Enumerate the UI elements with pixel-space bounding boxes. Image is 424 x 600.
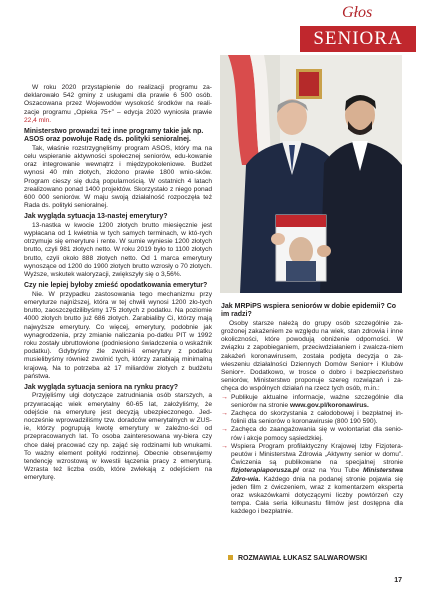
logo-glos: Głos xyxy=(342,4,373,21)
paragraph: W roku 2020 przystąpienie do realizacji programu za-deklarowało 542 gminy z usługami dla prawie 6 500 osób. Oszacowana przez Wojewodów wysokość środków na reali-zacje programu „Opieka 75+” – edycja 2020 wyniosła prawie 22,4 mln. xyxy=(24,84,212,124)
paragraph: Osoby starsze należą do grupy osób szczególnie za-grożonej zakażeniem ze względu na wiek, stan zdrowia i inne okoliczności, które powodują obniżenie odporności. W związku z zapobieganiem, przeciwdziałaniem i zwalcza-niem zakażeń koronawirusem, została podjęta decyzja o za-wieszeniu działalności Dziennych Domów Senior+ i Klubów Senior+. Dodatkowo, w trosce o dobro i bezpieczeństwo seniorów, Ministerstwo proponuje szereg rozwiązań i za-chęca do wspólnych działań na rzecz tych osób, m.in.: xyxy=(221,319,403,393)
subheading: Czy nie lepiej byłoby zmieść opodatkowania emerytur? xyxy=(24,282,208,290)
subheading: Ministerstwo prowadzi też inne programy takie jak np. ASOS oraz powołuje Radę ds. polityki senioralnej. xyxy=(24,128,204,144)
fizjo-link[interactable]: fizjoterapiaporusza.pl xyxy=(231,467,299,475)
list-item: → Zachęca do skorzystania z całodobowej i bezpłatnej in-folinii dla seniorów o koronawirusie (800 190 590). xyxy=(221,410,403,426)
paragraph: 13-nastka w kwocie 1200 złotych brutto miesięcznie jest wypłacana od 1 kwietnia w tych samych terminach, w któ-rych otrzymuje się emeryture i rente. W sumie wyniesie 1200 złotych brutto, czyli 981 złotych netto. W roku 2019 było to 1100 złotych brutto, czyli około 888 złotych netto. Od 1 marca emerytury wynoszące od 1200 do 1900 złotych brutto wzrosły o 70 złotych. Wyższe, wskutek waloryzacji, zwiększyły się o 3,56%. xyxy=(24,221,212,279)
subheading: Jak MRPiPS wspiera seniorów w dobie epidemii? Co im radzi? xyxy=(221,303,397,319)
list-item: → Wspiera Program profilaktyczny Krajowej Izby Fizjotera-peutów i Ministerstwa Zdrowia „Aktywny senior w domu”. Ćwiczenia są publikowane na specjalnej stronie fizjoterapiaporusza.pl oraz na You Tube Ministerstwa Zdro-wia. Każdego dnia na podanej stronie pojawia się jeden film z ćwiczeniem, wraz z komentarzem eksperta oraz wskazówkami dotyczącymi liczby powtórzeń czy tempa. Cała seria kilkunastu filmów jest dostępna dla każdego i bezpłatnie. xyxy=(221,443,403,517)
list-item: → Zachęca do zaangażowania się w wolontariat dla senio-rów i akcje pomocy sąsiedzkiej. xyxy=(221,426,403,442)
subheading: Jak wygląda sytuacja 13-nastej emerytury? xyxy=(24,213,168,221)
paragraph: Tak, właśnie rozstrzygnęliśmy program ASOS, który ma na celu wspieranie aktywności społecznej seniorów, edu-kowanie oraz integrowanie wewnątrz i międzypokoleniowe. Budżet wynosi 40 mln złotych, złożono prawie 1800 wnio-sków. Program cieszy się dużą popularnością. W ostatnich 4 latach zrealizowano ponad 1400 projektów. Skorzystało z niego ponad 600 000 seniorów. W maju swoją działalność rozpoczęła też Rada ds. polityki senioralnej. xyxy=(24,144,212,210)
interview-photo xyxy=(220,55,402,293)
right-column xyxy=(221,300,403,517)
gov-link[interactable]: www.gov.pl/koronawirus. xyxy=(290,401,369,409)
measures-list xyxy=(221,394,403,517)
logo-seniora: SENIORA xyxy=(300,26,416,52)
magazine-logo xyxy=(300,4,416,54)
list-item: → Publikuje aktualne informacje, ważne szczególnie dla seniorów na stronie www.gov.pl/koronawirus. xyxy=(221,394,403,410)
author-credit: ROZMAWIAŁ ŁUKASZ SALWAROWSKI xyxy=(228,555,367,562)
square-bullet-icon xyxy=(228,555,233,560)
photo-illustration xyxy=(220,55,402,293)
youtube-channel-link[interactable]: Ministerstwa Zdro-wia. xyxy=(231,467,403,483)
paragraph: Przyjęliśmy ulgi dotyczące zatrudniania osób starszych, a przywracając wiek emerytalny 60-65 lat, założyliśmy, że odejście na emeryturę jest decyzją ubezpieczonego. Jed-nocześnie wprowadziliśmy tzw. doradców emerytalnych w ZUS-ie, którzy pogrupują kwotę emerytury w zależno-ści od przepracowanych lat. To osoba zainteresowana wy-biera czy chce dalej pracować czy np. zająć się rodzinami lub wnukami. To ważny element polityki rodzinnej. Obecnie obserwujemy tendencję wzrostową w kwestii łączenia pracy z emeryturą. Wzrasta też liczba osób, które zwlekają z odejściem na emeryturę. xyxy=(24,392,212,482)
left-column xyxy=(24,84,212,483)
subheading: Jak wygląda sytuacja seniora na rynku pracy? xyxy=(24,383,179,391)
page-number: 17 xyxy=(394,577,402,584)
paragraph: Nie. W przypadku zastosowania tego mechanizmu przy emeryturze najniższej, która w tej chwili wynosi 1200 zło-tych brutto, zaoszczędzilibyśmy 175 złotych z podatku. Na poziomie 4000 złotych brutto już 686 złotych. Zarabialiby Ci, którzy mają najwyższe emerytury. Co więcej, emerytury, podobnie jak wynagrodzenia, przy zmianie naliczania po-datku PIT w 1992 roku zostały ubruttowione (podniesiono świadczenia o wskaźnik podatku). Gdybyśmy źle zwolni-li emerytury z podatku musielibyśmy również zwolnić tych, którzy zarabiają minimalną krajową. Na to potrzeba aż 17 miliardów złotych z budżetu państwa. xyxy=(24,290,212,380)
